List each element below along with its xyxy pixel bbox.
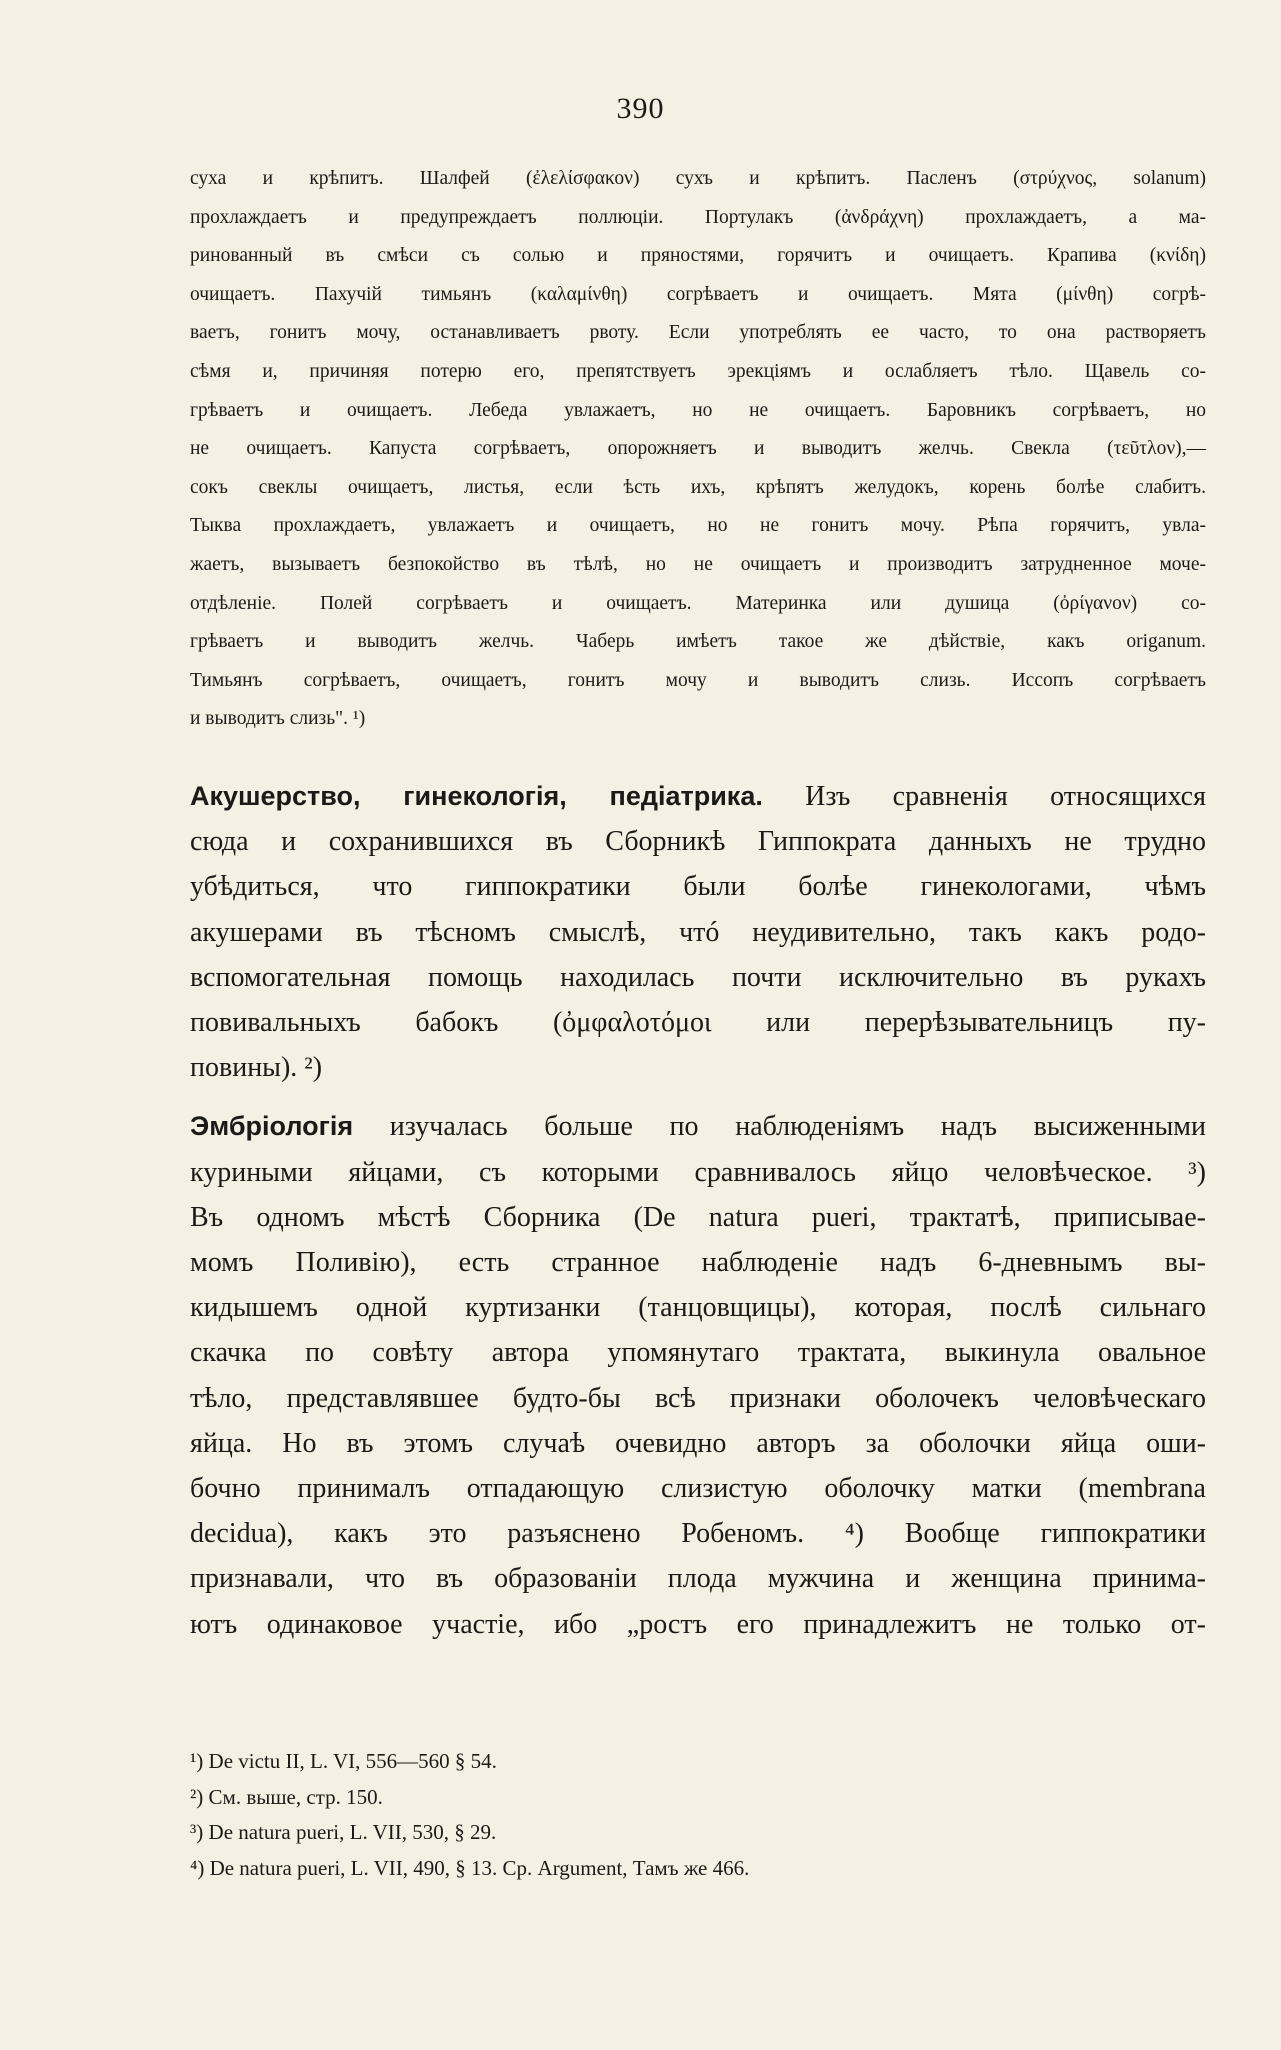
text-line: и выводитъ слизь". ¹) bbox=[190, 708, 366, 730]
section-heading-obstetrics: Акушерство, гинекологія, педіатрика. bbox=[190, 781, 763, 811]
page-number: 390 bbox=[616, 92, 665, 125]
text-run: изучалась больше по наблюденіямъ надъ высиженными bbox=[353, 1111, 1206, 1143]
text-run: Изъ сравненія относящихся bbox=[762, 781, 1206, 812]
text-line: сокъ свеклы очищаетъ, листья, если ѣсть ихъ, крѣпятъ желудокъ, корень болѣе слабитъ. bbox=[190, 476, 1206, 498]
footnote: ³) De natura pueri, L. VII, 530, § 29. bbox=[190, 1820, 497, 1844]
text-line: сѣмя и, причиняя потерю его, препятствуетъ эрекціямъ и ослабляетъ тѣло. Щавель со- bbox=[190, 360, 1206, 382]
section-heading-embryology: Эмбріологія bbox=[190, 1111, 354, 1142]
text-line: decidua), какъ это разъяснено Робеномъ. ⁴) Вообще гиппократики bbox=[190, 1518, 1206, 1550]
paragraph-first-line bbox=[190, 774, 1206, 819]
text-line: ринованный въ смѣси съ солью и пряностями, горячитъ и очищаетъ. Крапива (κνίδη) bbox=[190, 245, 1206, 267]
paragraph-gap bbox=[190, 1090, 1206, 1104]
text-line: не очищаетъ. Капуста согрѣваетъ, опорожняетъ и выводитъ желчь. Свекла (τεῦτλον),— bbox=[190, 438, 1206, 460]
text-line: повивальныхъ бабокъ (ὀμφαλοτόμοι или перерѣзывательницъ пу- bbox=[190, 1007, 1206, 1039]
text-line: куриными яйцами, съ которыми сравнивалось яйцо человѣческое. ³) bbox=[190, 1156, 1206, 1188]
main-text-block bbox=[190, 774, 1206, 1647]
footnote: ²) См. выше, стр. 150. bbox=[190, 1784, 383, 1809]
text-line: ваетъ, гонитъ мочу, останавливаетъ рвоту. Если употреблять ее часто, то она растворяетъ bbox=[190, 322, 1206, 344]
text-line: повины). ²) bbox=[190, 1052, 323, 1084]
footnote: ¹) De victu II, L. VI, 556—560 § 54. bbox=[190, 1749, 497, 1773]
text-line: яйца. Но въ этомъ случаѣ очевидно авторъ за оболочки яйца оши- bbox=[190, 1427, 1206, 1459]
herbal-text-block bbox=[190, 160, 1206, 739]
text-line: жаетъ, вызываетъ безпокойство въ тѣлѣ, но не очищаетъ и производитъ затрудненное моче- bbox=[190, 553, 1206, 575]
text-line: грѣваетъ и очищаетъ. Лебеда увлажаетъ, но не очищаетъ. Баровникъ согрѣваетъ, но bbox=[190, 399, 1206, 421]
text-line: тѣло, представлявшее будто-бы всѣ признаки оболочекъ человѣческаго bbox=[190, 1382, 1206, 1414]
text-line: грѣваетъ и выводитъ желчь. Чаберь имѣетъ такое же дѣйствіе, какъ origanum. bbox=[190, 631, 1206, 653]
text-line: прохлаждаетъ и предупреждаетъ поллюціи. Портулакъ (ἀνδράχνη) прохлаждаетъ, а ма- bbox=[190, 206, 1206, 228]
text-line: суха и крѣпитъ. Шалфей (ἐλελίσφακον) сухъ и крѣпитъ. Пасленъ (στρύχνος, solanum) bbox=[190, 168, 1206, 189]
text-line: признавали, что въ образованіи плода мужчина и женщина принима- bbox=[190, 1563, 1206, 1595]
text-line: кидышемъ одной куртизанки (танцовщицы), которая, послѣ сильнаго bbox=[190, 1292, 1206, 1324]
text-line: Въ одномъ мѣстѣ Сборника (De natura pueri, трактатѣ, приписывае- bbox=[190, 1201, 1206, 1233]
text-line: вспомогательная помощь находилась почти исключительно въ рукахъ bbox=[190, 961, 1206, 993]
paragraph-first-line bbox=[190, 1104, 1206, 1149]
text-line: очищаетъ. Пахучій тимьянъ (καλαμίνθη) согрѣваетъ и очищаетъ. Мята (μίνθη) согрѣ- bbox=[190, 283, 1206, 305]
text-line: сюда и сохранившихся въ Сборникѣ Гиппократа данныхъ не трудно bbox=[190, 826, 1206, 858]
text-line: ютъ одинаковое участіе, ибо „ростъ его принадлежитъ не только от- bbox=[190, 1608, 1206, 1640]
text-line: убѣдиться, что гиппократики были болѣе гинекологами, чѣмъ bbox=[190, 871, 1206, 903]
footnotes bbox=[190, 1744, 1206, 1886]
text-line: акушерами въ тѣсномъ смыслѣ, чтó неудивительно, такъ какъ родо- bbox=[190, 916, 1206, 948]
text-line: Тыква прохлаждаетъ, увлажаетъ и очищаетъ, но не гонитъ мочу. Рѣпа горячитъ, увла- bbox=[190, 515, 1206, 537]
text-line: Тимьянъ согрѣваетъ, очищаетъ, гонитъ мочу и выводитъ слизь. Иссопъ согрѣваетъ bbox=[190, 669, 1206, 691]
text-line: отдѣленіе. Полей согрѣваетъ и очищаетъ. Материнка или душица (ὀρίγανον) со- bbox=[190, 592, 1206, 614]
text-line: скачка по совѣту автора упомянутаго трактата, выкинула овальное bbox=[190, 1337, 1206, 1369]
footnote: ⁴) De natura pueri, L. VII, 490, § 13. Ср. Argument, Тамъ же 466. bbox=[190, 1855, 750, 1880]
text-line: момъ Поливію), есть странное наблюденіе надъ 6-дневнымъ вы- bbox=[190, 1247, 1206, 1279]
text-line: бочно принималъ отпадающую слизистую оболочку матки (membrana bbox=[190, 1473, 1206, 1505]
